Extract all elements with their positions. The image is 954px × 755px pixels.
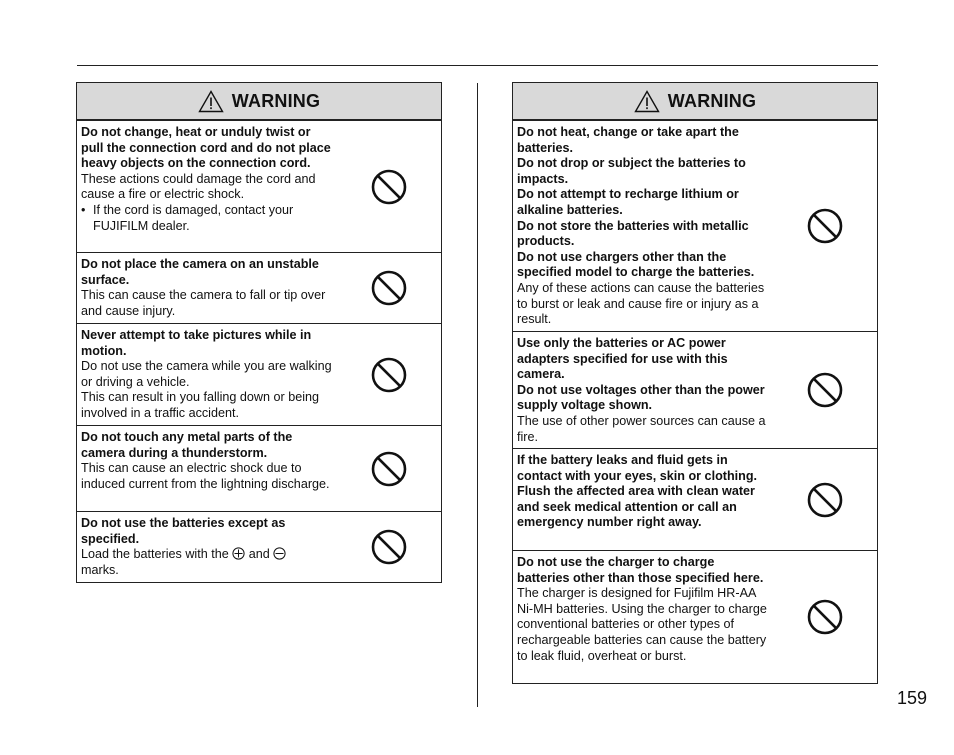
warning-body: This can cause the camera to fall or tip over and cause injury. [81,288,326,318]
prohibition-icon [371,451,407,487]
bullet-dot: • [81,202,86,217]
warning-heading: Never attempt to take pictures while in motion. [81,328,312,358]
bullet-text: If the cord is damaged, contact your FUJIFILM dealer. [93,202,294,233]
warning-text [77,121,337,252]
warning-body: Do not use the camera while you are walking or driving a vehicle. [81,359,332,389]
warning-body: This can cause an electric shock due to induced current from the lightning discharge. [81,461,330,491]
prohibition-icon [371,529,407,565]
warning-row [513,331,877,448]
warning-triangle-icon [634,90,660,113]
warning-heading: Do not attempt to recharge lithium or alkaline batteries. [517,187,739,217]
warning-header [513,83,877,120]
column-divider [477,83,478,707]
warning-text [513,449,773,550]
prohibition-icon [371,357,407,393]
warning-header [77,83,441,120]
warning-text [513,332,773,448]
warning-text [513,121,773,331]
warning-title: WARNING [667,90,757,111]
plus-terminal-icon [232,547,245,560]
prohibition-icon [807,599,843,635]
warning-table-right [512,82,878,684]
warning-body: This can result in you falling down or being involved in a traffic accident. [81,390,320,420]
warning-body: The charger is designed for Fujifilm HR-AA Ni-MH batteries. Using the charger to charge conventional batteries or other types of rechargeable batteries can cause the battery to leak fluid, overheat or burst. [517,586,767,663]
warning-text [77,426,337,511]
warning-row [513,120,877,331]
prohibition-icon [807,372,843,408]
marks-text: marks. [81,562,119,577]
warning-triangle-icon [198,90,224,113]
warning-row [77,511,441,582]
load-text: Load the batteries with the [81,547,229,562]
warning-heading: Do not drop or subject the batteries to impacts. [517,156,746,186]
warning-heading: Do not use voltages other than the power supply voltage shown. [517,382,765,413]
warning-text [77,512,337,582]
warning-row [77,323,441,425]
warning-heading: Do not heat, change or take apart the batteries. [517,125,739,155]
warning-title: WARNING [231,90,321,111]
page-number: 159 [897,688,928,708]
warning-body: The use of other power sources can cause a fire. [517,413,766,444]
warning-heading: Do not use the charger to charge batteries other than those specified here. [517,555,764,585]
and-text: and [248,547,270,562]
warning-text [77,324,337,425]
bullet-item [81,203,333,234]
top-rule [77,65,878,66]
warning-body [81,547,333,578]
warning-heading: Do not use the batteries except as specified. [81,516,286,546]
warning-text [513,551,773,683]
warning-heading: Do not place the camera on an unstable surface. [81,257,319,287]
warning-heading: Do not use chargers other than the specified model to charge the batteries. [517,249,755,280]
warning-text [77,253,337,323]
warning-heading: If the battery leaks and fluid gets in contact with your eyes, skin or clothing. Flush the affected area with clean water and seek medical attention or call an emergency number right away. [517,453,758,530]
prohibition-icon [371,270,407,306]
warning-heading: Do not store the batteries with metallic products. [517,218,749,249]
warning-row [77,252,441,323]
warning-heading: Use only the batteries or AC power adapters specified for use with this camera. [517,336,728,382]
warning-body: These actions could damage the cord and cause a fire or electric shock. [81,171,316,202]
warning-heading: Do not change, heat or unduly twist or pull the connection cord and do not place heavy objects on the connection cord. [81,125,331,171]
warning-heading: Do not touch any metal parts of the camera during a thunderstorm. [81,430,293,460]
warning-row [513,448,877,550]
warning-table-left [76,82,442,583]
minus-terminal-icon [273,547,286,560]
prohibition-icon [807,482,843,518]
warning-row [77,120,441,252]
warning-body: Any of these actions can cause the batteries to burst or leak and cause fire or injury as a result. [517,280,765,327]
warning-row [513,550,877,683]
warning-row [77,425,441,511]
prohibition-icon [371,169,407,205]
prohibition-icon [807,208,843,244]
